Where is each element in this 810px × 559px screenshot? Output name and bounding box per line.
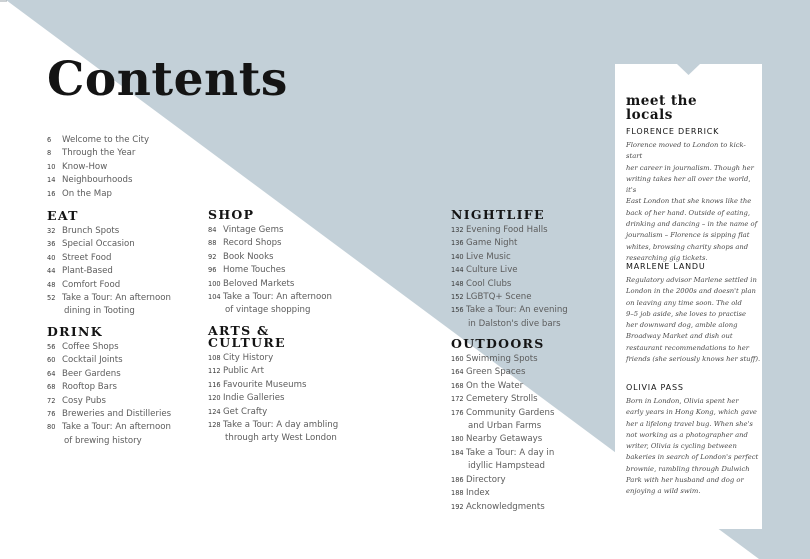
toc-entry-title: On the Water: [466, 380, 524, 391]
toc-entry-title: Through the Year: [62, 148, 136, 159]
toc-entry: [451, 353, 554, 366]
toc-entry-title: Nearby Getaways: [466, 434, 543, 445]
toc-entry-title: Breweries and Distilleries: [62, 409, 172, 420]
section-heading-nightlife: [451, 209, 545, 221]
toc-entry-title: On the Map: [62, 188, 112, 199]
toc-entry: [47, 292, 171, 319]
toc-entry: [451, 433, 554, 446]
toc-page-number: 184: [451, 448, 464, 457]
toc-page-number: 8: [47, 149, 52, 158]
section-heading-arts-culture: [208, 325, 286, 349]
toc-page-number: 186: [451, 476, 464, 484]
toc-entry-title: Cemetery Strolls: [466, 394, 538, 405]
toc-eat-list: [47, 225, 171, 319]
toc-entry-title: Brunch Spots: [62, 226, 120, 236]
toc-entry: [47, 188, 149, 201]
local-name: FLORENCE DERRICK: [626, 127, 720, 136]
toc-page-number: 80: [47, 423, 56, 432]
toc-entry-title: Green Spaces: [466, 367, 526, 378]
local-olivia-pass: [626, 383, 762, 498]
toc-entry: [451, 393, 554, 406]
toc-page-number: 152: [451, 293, 464, 302]
toc-entry-title: Special Occasion: [62, 239, 135, 250]
toc-entry: [208, 392, 338, 405]
toc-entry: [208, 251, 332, 264]
section-heading-eat: [47, 210, 79, 222]
toc-entry: [208, 224, 332, 237]
toc-drink-list: [47, 341, 171, 448]
toc-entry-title: through arty West London: [225, 433, 337, 444]
toc-page-number: 116: [208, 380, 221, 389]
toc-page-number: 132: [451, 226, 464, 234]
toc-page-number: 124: [208, 407, 221, 416]
toc-page-number: 36: [47, 240, 56, 249]
toc-page-number: 192: [451, 502, 464, 511]
toc-entry-title: of brewing history: [64, 435, 142, 446]
panel-notch: [615, 64, 762, 78]
toc-entry-title: Game Night: [466, 238, 518, 249]
toc-entry: [208, 278, 332, 291]
toc-entry-title: Culture Live: [466, 265, 518, 276]
heading-line: NIGHTLIFE: [451, 207, 545, 222]
toc-page-number: 112: [208, 367, 221, 376]
toc-entry-title: and Urban Farms: [468, 421, 542, 432]
toc-page-number: 156: [451, 306, 464, 315]
toc-page-number: 172: [451, 395, 464, 404]
toc-page-number: 84: [208, 226, 217, 234]
toc-page-number: 108: [208, 354, 221, 362]
local-bio: Regulatory advisor Marlene settled in London in the 2000s and doesn't plan on leaving any time soon. The old 9–5 job aside, she loves to practise her downward dog, amble along Broadway Market and dish out restaurant recommendations to her friends (she seriously knows her stuff).: [626, 276, 761, 364]
toc-entry-title: Know-How: [62, 161, 108, 172]
toc-page-number: 148: [451, 279, 464, 288]
page-title: Contents: [47, 52, 288, 107]
toc-entry: [208, 379, 338, 392]
toc-entry: [451, 237, 568, 250]
toc-entry: [451, 447, 554, 474]
toc-entry: [208, 419, 338, 446]
local-name: OLIVIA PASS: [626, 383, 684, 392]
toc-page-number: 88: [208, 239, 217, 248]
toc-page-number: 14: [47, 176, 56, 185]
toc-back-matter-list: [451, 474, 545, 514]
toc-entry: [47, 225, 171, 238]
toc-entry-title: Live Music: [466, 251, 511, 262]
toc-entry: [47, 354, 171, 367]
local-florence-derrick: [626, 127, 762, 264]
toc-entry: [47, 134, 149, 147]
toc-entry-title: Cocktail Joints: [62, 355, 123, 366]
toc-entry: [208, 406, 338, 419]
toc-entry: [451, 264, 568, 277]
toc-entry: [47, 161, 149, 174]
toc-entry: [208, 237, 332, 250]
toc-entry-title: Coffee Shops: [62, 342, 119, 352]
toc-entry-title: Street Food: [62, 252, 112, 263]
toc-entry-title: Take a Tour: An afternoon: [62, 293, 171, 304]
local-bio: Florence moved to London to kick-start her career in journalism. Though her writing takes her all over the world, it's East London that she knows like the back of her hand. Outside of eating, drinking and dancing – in the name of journalism – Florence is sipping flat whites, browsing charity shops and researching gig tickets.: [626, 141, 758, 262]
toc-entry: [451, 474, 545, 487]
toc-page-number: 128: [208, 421, 221, 430]
toc-entry-title: Comfort Food: [62, 279, 121, 290]
toc-entry-title: Community Gardens: [466, 407, 555, 418]
heading-line: meet the: [626, 93, 698, 109]
toc-entry: [451, 407, 554, 434]
toc-entry: [47, 421, 171, 448]
local-bio: Born in London, Olivia spent her early years in Hong Kong, which gave her a lifelong travel bug. When she's not working as a photographer and writer, Olivia is cycling between bakeries in search of London's perfect brownie, rambling through Dulwich Park with her husband and dog or enjoying a wild swim.: [626, 397, 759, 496]
notch-cutout: [677, 64, 700, 75]
toc-page-number: 72: [47, 396, 56, 405]
toc-page-number: 168: [451, 381, 464, 390]
toc-entry-title: Take a Tour: A day ambling: [223, 420, 339, 431]
toc-entry-title: Vintage Gems: [223, 225, 284, 235]
toc-entry-title: Public Art: [223, 366, 264, 377]
toc-entry: [451, 251, 568, 264]
toc-entry-title: Cosy Pubs: [62, 395, 106, 406]
toc-entry-title: Evening Food Halls: [466, 225, 548, 235]
toc-entry-title: Favourite Museums: [223, 379, 307, 390]
toc-entry-title: City History: [223, 353, 274, 363]
heading-line: ARTS &: [208, 323, 270, 338]
toc-entry: [208, 352, 338, 365]
toc-entry: [208, 264, 332, 277]
toc-entry: [208, 365, 338, 378]
toc-page-number: 32: [47, 227, 56, 235]
toc-entry: [47, 368, 171, 381]
toc-page-number: 40: [47, 253, 56, 262]
toc-entry-title: Directory: [466, 475, 506, 485]
toc-entry-title: Take a Tour: An evening: [466, 305, 568, 316]
toc-entry: [47, 252, 171, 265]
toc-entry: [47, 341, 171, 354]
toc-entry: [47, 381, 171, 394]
toc-page-number: 104: [208, 293, 221, 302]
toc-entry-title: Get Crafty: [223, 406, 268, 417]
heading-line: DRINK: [47, 324, 103, 339]
toc-entry-title: Welcome to the City: [62, 135, 150, 145]
toc-intro-list: [47, 134, 149, 201]
meet-the-locals-panel: [615, 64, 762, 529]
toc-entry-title: Beer Gardens: [62, 368, 121, 379]
local-name: MARLENE LANDU: [626, 262, 706, 271]
toc-entry: [451, 291, 568, 304]
toc-entry: [451, 487, 545, 500]
toc-entry: [451, 278, 568, 291]
toc-page-number: 56: [47, 343, 56, 351]
toc-page-number: 92: [208, 252, 217, 261]
toc-page-number: 10: [47, 162, 56, 171]
toc-entry: [47, 408, 171, 421]
toc-page-number: 64: [47, 369, 56, 378]
toc-page-number: 48: [47, 280, 56, 289]
toc-entry-title: in Dalston's dive bars: [468, 318, 561, 329]
toc-entry: [451, 501, 545, 514]
toc-entry-title: idyllic Hampstead: [468, 461, 545, 472]
section-heading-drink: [47, 326, 103, 338]
toc-page-number: 100: [208, 279, 221, 288]
heading-line: CULTURE: [208, 335, 286, 350]
toc-entry: [47, 174, 149, 187]
toc-entry-title: Cool Clubs: [466, 278, 512, 289]
toc-page-number: 140: [451, 252, 464, 261]
toc-entry: [208, 291, 332, 318]
toc-page-number: 44: [47, 267, 56, 276]
toc-page-number: 6: [47, 136, 52, 144]
section-heading-shop: [208, 209, 254, 221]
toc-outdoors-list: [451, 353, 554, 474]
toc-entry-title: Indie Galleries: [223, 393, 285, 404]
heading-line: OUTDOORS: [451, 336, 545, 351]
toc-entry-title: Take a Tour: A day in: [466, 447, 555, 458]
toc-entry-title: Acknowledgments: [466, 501, 545, 512]
toc-shop-list: [208, 224, 332, 318]
toc-entry: [451, 366, 554, 379]
toc-entry-title: LGBTQ+ Scene: [466, 292, 532, 303]
toc-entry: [47, 147, 149, 160]
toc-page-number: 164: [451, 368, 464, 377]
toc-entry-title: Neighbourhoods: [62, 175, 133, 186]
toc-entry-title: Plant-Based: [62, 266, 113, 277]
toc-page-number: 144: [451, 266, 464, 275]
local-marlene-landu: [626, 262, 762, 365]
toc-page-number: 120: [208, 394, 221, 403]
toc-entry: [47, 238, 171, 251]
toc-entry-title: Take a Tour: An afternoon: [62, 422, 171, 433]
toc-page-number: 76: [47, 410, 56, 419]
toc-page-number: 136: [451, 239, 464, 248]
toc-entry: [451, 380, 554, 393]
toc-page-number: 68: [47, 383, 56, 392]
toc-entry-title: Index: [466, 488, 490, 499]
toc-nightlife-list: [451, 224, 568, 331]
toc-entry-title: of vintage shopping: [225, 305, 311, 316]
toc-entry: [47, 279, 171, 292]
toc-entry: [47, 395, 171, 408]
toc-entry: [451, 304, 568, 331]
toc-page-number: 176: [451, 408, 464, 417]
toc-page-number: 96: [208, 266, 217, 275]
toc-entry: [47, 265, 171, 278]
toc-entry-title: Beloved Markets: [223, 278, 295, 289]
toc-page-number: 16: [47, 189, 56, 198]
toc-page-number: 180: [451, 435, 464, 444]
toc-entry-title: Home Touches: [223, 265, 286, 276]
heading-line: EAT: [47, 208, 79, 223]
toc-entry-title: Book Nooks: [223, 251, 274, 262]
toc-entry-title: dining in Tooting: [64, 306, 135, 317]
toc-entry-title: Take a Tour: An afternoon: [223, 292, 332, 303]
toc-page-number: 160: [451, 355, 464, 363]
toc-arts-list: [208, 352, 338, 446]
toc-entry: [451, 224, 568, 237]
toc-entry-title: Swimming Spots: [466, 354, 538, 364]
heading-line: locals: [626, 107, 673, 123]
heading-line: SHOP: [208, 207, 255, 222]
toc-page-number: 188: [451, 489, 464, 498]
toc-entry-title: Rooftop Bars: [62, 382, 117, 393]
toc-page-number: 60: [47, 356, 56, 365]
section-heading-outdoors: [451, 338, 545, 350]
toc-page-number: 52: [47, 294, 56, 303]
toc-entry-title: Record Shops: [223, 238, 282, 249]
locals-title: [626, 94, 697, 122]
